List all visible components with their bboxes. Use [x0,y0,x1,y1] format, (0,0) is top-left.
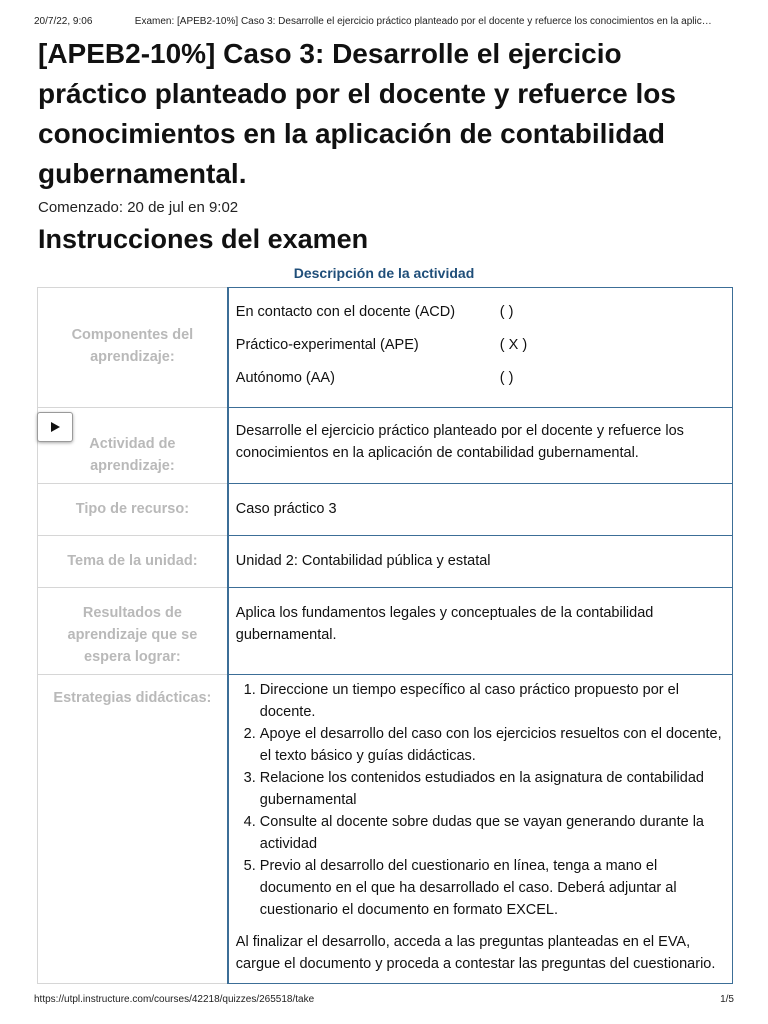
activity-label: Actividad de aprendizaje: [38,408,228,484]
component-item [236,366,726,399]
outcomes-label: Resultados de aprendizaje que se espera lograr: [38,588,228,675]
strategy-item: 1. Direccione un tiempo específico al caso práctico propuesto por el docente. [260,679,726,723]
table-row-topic [38,536,733,588]
table-row-activity [38,408,733,484]
component-mark: ( ) [499,304,514,320]
instructions-heading: Instrucciones del examen [38,224,369,254]
activity-description-table [37,287,733,984]
component-mark: ( X ) [499,337,528,353]
strategy-item: 5. Previo al desarrollo del cuestionario en línea, tenga a mano el documento en el que ha desarrollado el caso. Deberá adjuntar al cuestionario el documento en formato EXCEL. [260,855,726,921]
print-date: 20/7/22, 9:06 [34,16,93,27]
activity-value: Desarrolle el ejercicio práctico planteado por el docente y refuerce los conocimientos en la aplicación de contabilidad gubernamental. [228,408,733,484]
strategies-label: Estrategias didácticas: [38,675,228,984]
component-name: En contacto con el docente (ACD) [235,304,456,320]
play-icon [49,421,61,433]
quiz-title: [APEB2-10%] Caso 3: Desarrolle el ejercicio práctico planteado por el docente y refuerce los conocimientos en la aplicación de contabilidad gubernamental. [38,38,676,189]
started-timestamp: Comenzado: 20 de jul en 9:02 [38,199,239,216]
print-page-title: Examen: [APEB2-10%] Caso 3: Desarrolle el ejercicio práctico planteado por el docente y refuerce los conocimientos en la aplic… [134,16,712,27]
component-name: Autónomo (AA) [235,370,335,386]
table-row-components [38,288,733,408]
table-caption: Descripción de la actividad [293,265,475,281]
resource-label: Tipo de recurso: [38,484,228,536]
table-row-strategies [38,675,733,984]
page-number: 1/5 [720,994,734,1005]
topic-label: Tema de la unidad: [38,536,228,588]
print-header [34,16,734,27]
resource-value: Caso práctico 3 [228,484,733,536]
strategy-item: 3. Relacione los contenidos estudiados en la asignatura de contabilidad gubernamental [260,767,726,811]
table-row-resource [38,484,733,536]
outcomes-value: Aplica los fundamentos legales y conceptuales de la contabilidad gubernamental. [228,588,733,675]
table-row-outcomes [38,588,733,675]
component-name: Práctico-experimental (APE) [235,337,419,353]
strategy-item: 2. Apoye el desarrollo del caso con los ejercicios resueltos con el docente, el texto básico y guías didácticas. [260,723,726,767]
component-mark: ( ) [499,370,514,386]
components-label: Componentes del aprendizaje: [38,288,228,408]
strategy-item: 4. Consulte al docente sobre dudas que se vayan generando durante la actividad [260,811,726,855]
strategies-value [228,675,733,984]
play-button[interactable] [37,412,73,442]
strategies-closing-text: Al finalizar el desarrollo, acceda a las preguntas planteadas en el EVA, cargue el documento y proceda a contestar las preguntas del cuestionario. [235,934,716,972]
strategies-list [236,679,726,921]
topic-value: Unidad 2: Contabilidad pública y estatal [228,536,733,588]
component-item [236,333,726,366]
page-url: https://utpl.instructure.com/courses/42218/quizzes/265518/take [34,994,315,1005]
component-item [236,300,726,333]
components-value [228,288,733,408]
print-footer [34,994,734,1005]
